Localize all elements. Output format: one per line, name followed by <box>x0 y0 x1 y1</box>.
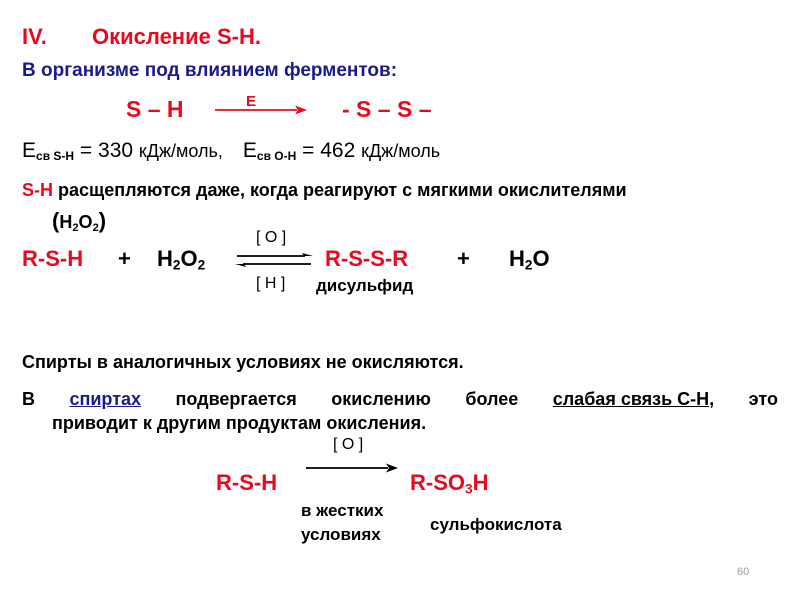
product2-h: H <box>509 246 525 271</box>
energy1-unit: кДж/моль, <box>138 141 223 161</box>
alc-comma: , <box>709 389 715 409</box>
reaction2-reactant2 <box>157 246 205 272</box>
sh-note-prefix: S-H <box>22 180 53 200</box>
alc-word3: подвергается <box>175 389 297 409</box>
product2-sub: 2 <box>524 257 533 273</box>
paren-close: ) <box>98 208 107 233</box>
alc-word-alcohols: спиртах <box>69 389 142 409</box>
product-rso: R-SO <box>410 470 465 495</box>
reaction2-oxidizing-agent: [ O ] <box>256 229 287 246</box>
oxidant-sub2: 2 <box>92 221 99 234</box>
reaction2-reducing-agent: [ H ] <box>256 275 286 292</box>
energy2-unit: кДж/моль <box>361 141 441 161</box>
reaction2-product1: R-S-S-R <box>325 246 409 271</box>
paren-open: ( <box>52 208 60 233</box>
reaction1-arrow-icon <box>215 104 307 116</box>
energy2-letter: E <box>242 139 257 162</box>
oxidant-o: O <box>78 212 93 232</box>
title-number: IV. <box>22 24 47 49</box>
intro-text: В организме под влиянием ферментов: <box>22 60 398 81</box>
energy2-value: = 462 <box>296 139 362 162</box>
alc-word4: окислению <box>331 389 431 409</box>
product-h: H <box>472 470 489 495</box>
reactant2-sub2: 2 <box>197 257 206 273</box>
alcohols-line3: приводит к другим продуктам окисления. <box>52 413 427 433</box>
product2-o: O <box>532 246 550 271</box>
oxidant-sub1: 2 <box>72 221 79 234</box>
sh-note-line1 <box>22 180 627 201</box>
reaction3-arrow-icon <box>306 462 398 474</box>
slide-title <box>22 24 261 50</box>
alcohols-line2 <box>22 389 778 410</box>
reactant2-h: H <box>157 246 173 271</box>
reaction3-reagent: [ O ] <box>333 436 364 453</box>
reaction1-catalyst: E <box>246 93 257 110</box>
sh-note-line2 <box>52 208 106 234</box>
product-sub: 3 <box>465 481 473 497</box>
reaction2-plus2: + <box>457 246 470 271</box>
page-number: 60 <box>737 566 750 578</box>
reactant2-o: O <box>180 246 198 271</box>
bond-energy-line <box>22 139 440 163</box>
reaction2-product1-label: дисульфид <box>316 276 414 295</box>
energy1-subscript: св S-H <box>36 149 75 163</box>
alcohols-line1: Спирты в аналогичных условиях не окисляются. <box>22 352 464 372</box>
oxidant-h: H <box>59 212 73 232</box>
reaction1-left: S – H <box>126 96 184 122</box>
reaction1-right: - S – S – <box>342 96 432 122</box>
equilibrium-arrows-icon <box>235 253 313 267</box>
sh-note-text: расщепляются даже, когда реагируют с мягкими окислителями <box>53 180 627 200</box>
reactant2-sub1: 2 <box>172 257 181 273</box>
energy1-value: = 330 <box>74 139 139 162</box>
alc-weak-bond: слабая связь С-Н <box>552 389 710 409</box>
energy2-subscript: св O-H <box>256 149 297 163</box>
alc-word8: это <box>748 389 778 409</box>
alc-word5: более <box>465 389 519 409</box>
reaction3-product-label: сульфокислота <box>430 515 562 534</box>
reaction3-reactant: R-S-H <box>216 470 278 495</box>
energy1-letter: E <box>22 139 37 162</box>
title-text: Окисление S-H. <box>92 24 261 49</box>
reaction2-product2 <box>509 246 550 272</box>
reaction3-condition-line1: в жестких <box>301 501 384 520</box>
reaction3-condition-line2: условиях <box>301 525 381 544</box>
reaction2-reactant1: R-S-H <box>22 246 84 271</box>
reaction3-product <box>410 470 488 496</box>
reaction2-plus1: + <box>118 246 131 271</box>
alc-word1: В <box>22 389 35 409</box>
